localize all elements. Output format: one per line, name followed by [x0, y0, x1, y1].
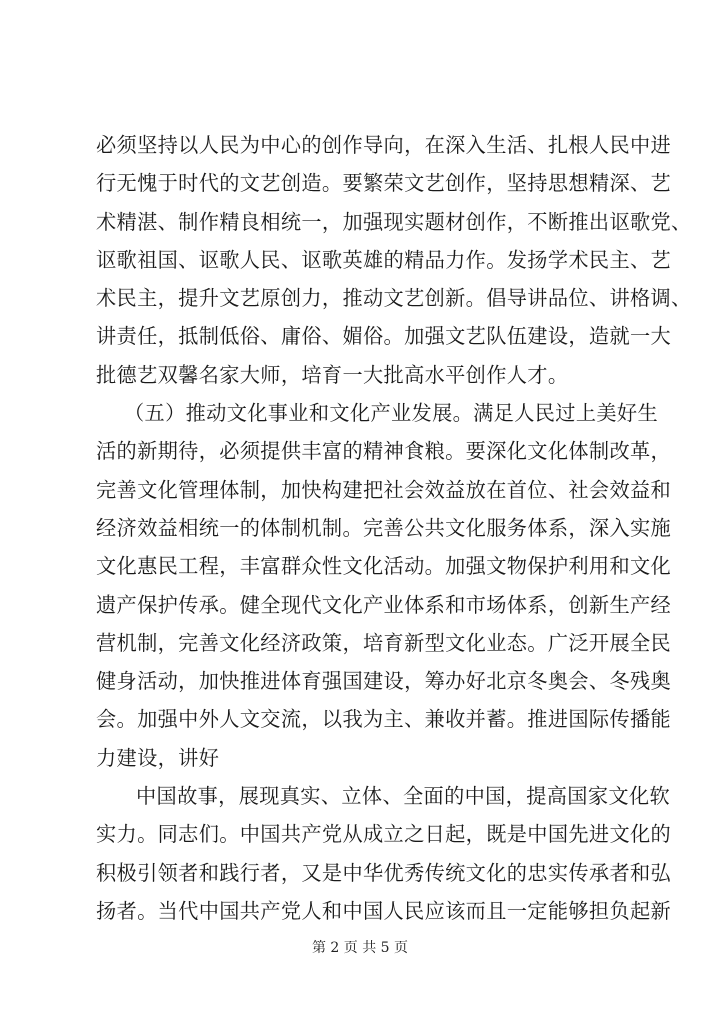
text-line: 积极引领者和践行者，又是中华优秀传统文化的忠实传承者和弘 [96, 860, 672, 885]
paragraph-1 [96, 126, 692, 394]
text-line: 扬者。当代中国共产党人和中国人民应该而且一定能够担负起新 [96, 898, 672, 923]
text-line: 中国故事，展现真实、立体、全面的中国，提高国家文化软 [136, 784, 670, 809]
paragraph-2 [96, 394, 672, 777]
text-line: 实力。同志们。中国共产党从成立之日起，既是中国先进文化的 [96, 822, 672, 847]
text-line: 营机制，完善文化经济政策，培育新型文化业态。广泛开展全民 [96, 630, 672, 655]
text-line: 文化惠民工程，丰富群众性文化活动。加强文物保护利用和文化 [96, 554, 672, 579]
text-line: 活的新期待，必须提供丰富的精神食粮。要深化文化体制改革， [96, 439, 672, 464]
text-line: 讲责任，抵制低俗、庸俗、媚俗。加强文艺队伍建设，造就一大 [96, 324, 672, 349]
text-line: 遗产保护传承。健全现代文化产业体系和市场体系，创新生产经 [96, 592, 672, 617]
text-line: 术精湛、制作精良相统一，加强现实题材创作，不断推出讴歌党、 [96, 209, 692, 234]
page-number-footer: 第 2 页 共 5 页 [311, 940, 409, 956]
paragraph-3 [96, 777, 672, 930]
text-line: 必须坚持以人民为中心的创作导向，在深入生活、扎根人民中进 [96, 133, 672, 157]
text-line: （五）推动文化事业和文化产业发展。满足人民过上美好生 [124, 401, 658, 426]
text-line: 行无愧于时代的文艺创造。要繁荣文艺创作，坚持思想精深、艺 [96, 171, 672, 196]
text-line: 完善文化管理体制，加快构建把社会效益放在首位、社会效益和 [96, 477, 672, 502]
text-line: 会。加强中外人文交流，以我为主、兼收并蓄。推进国际传播能 [96, 707, 672, 732]
text-line: 批德艺双馨名家大师，培育一大批高水平创作人才。 [96, 362, 569, 387]
document-body [96, 126, 692, 930]
text-line: 术民主，提升文艺原创力，推动文艺创新。倡导讲品位、讲格调、 [96, 286, 692, 311]
text-line: 讴歌祖国、讴歌人民、讴歌英雄的精品力作。发扬学术民主、艺 [96, 247, 672, 272]
text-line: 经济效益相统一的体制机制。完善公共文化服务体系，深入实施 [96, 515, 672, 540]
text-line: 力建设，讲好 [96, 745, 220, 770]
text-line: 健身活动，加快推进体育强国建设，筹办好北京冬奥会、冬残奥 [96, 669, 672, 694]
